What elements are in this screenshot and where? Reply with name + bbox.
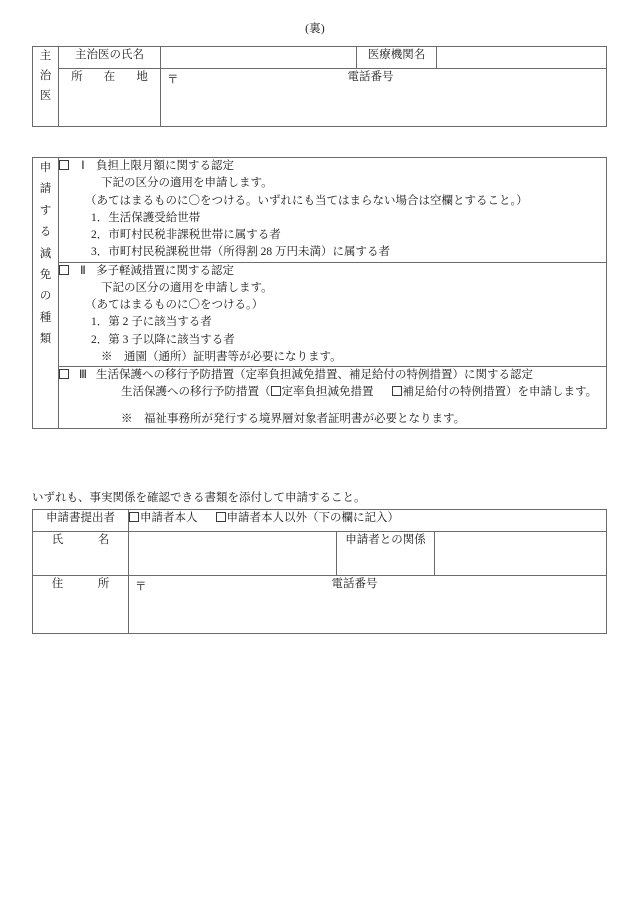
section-2-option-1[interactable]: 1．第 2 子に該当する者	[91, 316, 212, 329]
applicant-name-row	[33, 532, 607, 576]
section-2-title-line	[59, 263, 606, 280]
doctor-tel-label: 電話番号	[347, 71, 394, 83]
applicant-tel-label: 電話番号	[331, 578, 378, 590]
vertical-char: 請	[39, 183, 52, 196]
postal-code-icon: 〒	[135, 581, 147, 593]
postal-code-icon: 〒	[167, 74, 179, 86]
section-3-title-line	[59, 367, 606, 384]
section-3-note: ※ 福祉事務所が発行する境界層対象者証明書が必要となります。	[121, 412, 466, 425]
vertical-char: の	[39, 290, 52, 303]
vertical-char: 治	[39, 69, 52, 82]
checkbox-applicant-self[interactable]	[129, 512, 139, 522]
vertical-char: 減	[39, 247, 52, 260]
section-3-numeral: Ⅲ	[79, 369, 87, 381]
relation-input[interactable]	[435, 532, 607, 576]
checkbox-section-1[interactable]	[59, 160, 69, 170]
doctor-address-row	[33, 69, 607, 127]
section-1-title-line	[59, 158, 606, 175]
section-3-title: 生活保護への移行予防措置（定率負担減免措置、補足給付の特例措置）に関する認定	[96, 369, 533, 381]
reduction-section-2	[59, 262, 607, 367]
vertical-char: る	[39, 226, 52, 239]
section-1-option-3[interactable]: 3．市町村民税課税世帯（所得割 28 万円未満）に属する者	[91, 246, 390, 259]
vertical-char: 種	[39, 311, 52, 324]
submitter-options-cell	[129, 510, 607, 532]
doctor-section-vertical-label	[33, 47, 59, 127]
applicant-address-row	[33, 576, 607, 634]
medical-institution-input[interactable]	[437, 47, 607, 69]
section-2-numeral: Ⅱ	[80, 264, 86, 277]
section-2-note: ※ 通園（通所）証明書等が必要になります。	[101, 350, 342, 363]
medical-institution-label: 医療機関名	[357, 47, 437, 69]
section-2-line-1: 下記の区分の適用を申請します。	[101, 281, 273, 294]
submitter-option-1-label: 申請者本人	[140, 512, 198, 524]
vertical-char: 主	[39, 50, 52, 62]
doctor-name-input[interactable]	[161, 47, 357, 69]
submitter-label: 申請書提出者	[33, 510, 129, 532]
doctor-address-input[interactable]	[161, 69, 607, 127]
checkbox-applicant-other[interactable]	[216, 512, 226, 522]
submitter-option-2-label: 申請者本人以外（下の欄に記入）	[226, 512, 399, 524]
doctor-name-row	[33, 47, 607, 69]
section-2-option-2[interactable]: 2．第 3 子以降に該当する者	[91, 333, 235, 346]
checkbox-section-3[interactable]	[59, 369, 69, 379]
reduction-section-row-3	[33, 367, 607, 429]
section-2-line-2: （あてはまるものに〇をつける。）	[85, 299, 264, 311]
reduction-section-row-2	[33, 262, 607, 367]
section-1-line-1: 下記の区分の適用を申請します。	[101, 177, 273, 190]
section-1-option-1[interactable]: 1．生活保護受給世帯	[91, 211, 201, 224]
vertical-char: 類	[39, 333, 52, 345]
checkbox-supplementary-benefit[interactable]	[392, 386, 402, 396]
page-side-label: (裏)	[305, 23, 325, 35]
section-1-line-2: （あてはまるものに〇をつける。いずれにも当てはまらない場合は空欄とすること。）	[85, 194, 528, 207]
checkbox-fixed-rate-reduction[interactable]	[271, 386, 281, 396]
applicant-address-input[interactable]	[129, 576, 607, 634]
vertical-char: 医	[39, 89, 52, 102]
vertical-char: 申	[39, 162, 52, 174]
doctor-address-label-text: 所 在 地	[71, 71, 153, 83]
applicant-name-label: 氏 名	[33, 532, 129, 576]
reduction-section-3	[59, 367, 607, 429]
relation-label: 申請者との関係	[337, 532, 435, 576]
section-3-sub-prefix: 生活保護への移行予防措置（	[121, 386, 271, 399]
vertical-char: 免	[39, 268, 52, 281]
reduction-section-row-1	[33, 158, 607, 263]
section-1-option-2[interactable]: 2．市町村民税非課税世帯に属する者	[91, 229, 281, 241]
section-3-sub-option-2: 補足給付の特例措置	[402, 386, 506, 399]
checkbox-section-2[interactable]	[59, 265, 69, 275]
section-2-title: 多子軽減措置に関する認定	[96, 264, 234, 277]
reduction-section-1	[59, 158, 607, 263]
reduction-type-table	[32, 157, 607, 429]
applicant-name-input[interactable]	[129, 532, 337, 576]
section-3-sub-suffix: ）を申請します。	[506, 386, 598, 399]
doctor-address-label	[59, 69, 161, 127]
section-1-title: 負担上限月額に関する認定	[96, 160, 234, 172]
applicant-address-label: 住 所	[33, 576, 129, 634]
doctor-info-table	[32, 46, 607, 127]
reduction-section-vertical-label	[33, 158, 59, 429]
vertical-char: す	[39, 204, 52, 217]
submitter-row	[33, 510, 607, 532]
attachment-note: いずれも、事実関係を確認できる書類を添付して申請すること。	[32, 492, 366, 504]
doctor-name-label: 主治医の氏名	[59, 47, 161, 69]
section-1-numeral: Ⅰ	[81, 160, 85, 172]
section-3-sub-option-1: 定率負担減免措置	[281, 386, 374, 399]
applicant-info-table	[32, 509, 607, 634]
spacer-line	[59, 402, 606, 411]
section-3-sub-line	[59, 384, 606, 401]
